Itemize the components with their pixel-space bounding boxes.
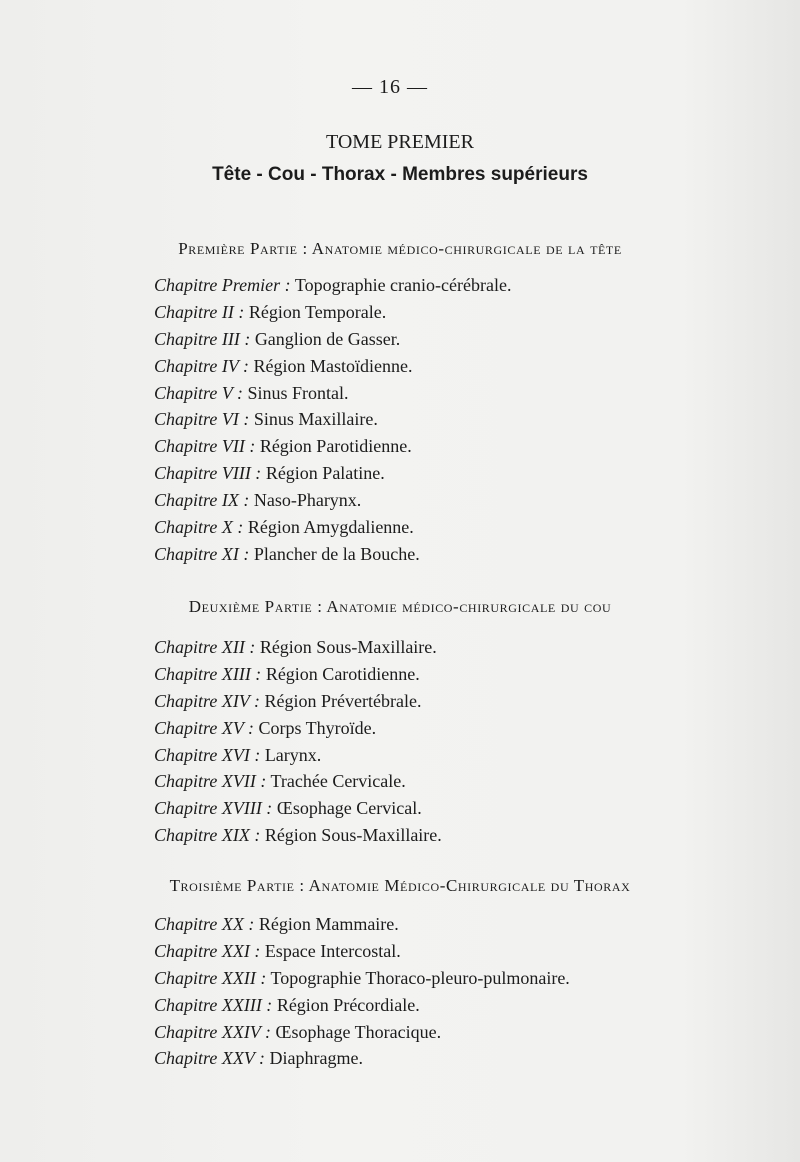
chapter-item [154,634,442,661]
chapter-item [154,1019,570,1046]
chapter-label: Chapitre XII : [154,637,256,657]
chapter-item [154,742,442,769]
chapter-label: Chapitre VII : [154,436,256,457]
chapter-title: Région Précordiale. [276,994,420,1015]
chapter-item [154,541,511,568]
chapter-title: Plancher de la Bouche. [253,543,420,564]
chapter-item [154,1045,570,1072]
chapter-item [154,768,442,795]
chapter-label: Chapitre III : [154,328,251,349]
chapter-label: Chapitre XXI : [154,940,261,961]
chapter-label: Chapitre XIV : [154,690,260,711]
chapter-item [154,661,442,688]
chapter-label: Chapitre XI : [154,543,250,564]
chapter-item [154,487,511,514]
chapter-label: Chapitre II : [154,301,245,322]
chapter-title: Naso-Pharynx. [253,490,362,511]
chapter-item [154,326,511,353]
chapter-title: Trachée Cervicale. [270,771,406,792]
chapter-item [154,965,570,992]
chapter-title: Région Carotidienne. [265,663,420,684]
part-heading-3: Troisième Partie : Anatomie Médico-Chirurgicale du Thorax [169,876,631,895]
chapter-item [154,514,511,541]
chapter-item [154,353,511,380]
chapter-item [154,380,511,407]
chapter-title: Région Temporale. [248,301,387,322]
chapter-item [154,795,442,822]
chapter-title: Région Palatine. [265,463,385,484]
chapter-title: Diaphragme. [269,1048,363,1069]
chapter-label: Chapitre XIII : [154,663,262,684]
chapter-list-part-3 [154,911,570,1072]
chapter-label: Chapitre X : [154,517,244,538]
chapter-label: Chapitre XX : [154,914,255,934]
part-heading-1: Première Partie : Anatomie médico-chirurgicale de la tête [178,239,622,258]
chapter-title: Région Sous-Maxillaire. [259,637,437,657]
chapter-label: Chapitre XVIII : [154,798,273,819]
chapter-label: Chapitre XVI : [154,744,261,765]
page-number: — 16 — [352,76,428,98]
chapter-item [154,460,511,487]
chapter-item [154,822,442,849]
chapter-label: Chapitre XXV : [154,1048,265,1069]
chapter-title: Œsophage Cervical. [276,798,422,819]
chapter-item [154,688,442,715]
chapter-item [154,938,570,965]
chapter-label: Chapitre XXIV : [154,1021,271,1042]
tome-subtitle: Tête - Cou - Thorax - Membres supérieurs [212,164,588,185]
chapter-title: Espace Intercostal. [264,940,401,961]
chapter-list-part-2 [154,634,442,849]
chapter-title: Région Prévertébrale. [264,690,422,711]
chapter-title: Œsophage Thoracique. [275,1021,442,1042]
chapter-item [154,299,511,326]
chapter-title: Région Mastoïdienne. [253,355,413,376]
chapter-item [154,272,511,299]
chapter-title: Topographie Thoraco-pleuro-pulmonaire. [270,967,570,988]
chapter-title: Région Parotidienne. [259,436,412,457]
chapter-label: Chapitre XIX : [154,825,261,846]
part-heading-2: Deuxième Partie : Anatomie médico-chirurgicale du cou [188,597,612,616]
chapter-item [154,406,511,433]
chapter-title: Région Mammaire. [258,914,399,934]
chapter-label: Chapitre V : [154,382,243,403]
chapter-label: Chapitre XXII : [154,967,267,988]
chapter-label: Chapitre XVII : [154,771,267,792]
chapter-title: Sinus Frontal. [247,382,349,403]
chapter-item [154,992,570,1019]
chapter-item [154,911,570,938]
chapter-item [154,433,511,460]
chapter-label: Chapitre IV : [154,355,249,376]
chapter-label: Chapitre XV : [154,717,254,738]
chapter-title: Ganglion de Gasser. [254,328,401,349]
chapter-label: Chapitre IX : [154,490,250,511]
chapter-title: Corps Thyroïde. [258,717,377,738]
chapter-label: Chapitre VI : [154,409,250,430]
chapter-title: Sinus Maxillaire. [253,409,378,430]
chapter-item [154,715,442,742]
chapter-title: Région Sous-Maxillaire. [264,825,442,846]
chapter-list-part-1 [154,272,511,568]
chapter-title: Région Amygdalienne. [247,517,414,538]
chapter-label: Chapitre VIII : [154,463,262,484]
chapter-title: Topographie cranio-cérébrale. [294,275,512,295]
chapter-label: Chapitre Premier : [154,275,291,295]
chapter-label: Chapitre XXIII : [154,994,273,1015]
chapter-title: Larynx. [264,744,322,765]
tome-title: TOME PREMIER [326,131,474,153]
